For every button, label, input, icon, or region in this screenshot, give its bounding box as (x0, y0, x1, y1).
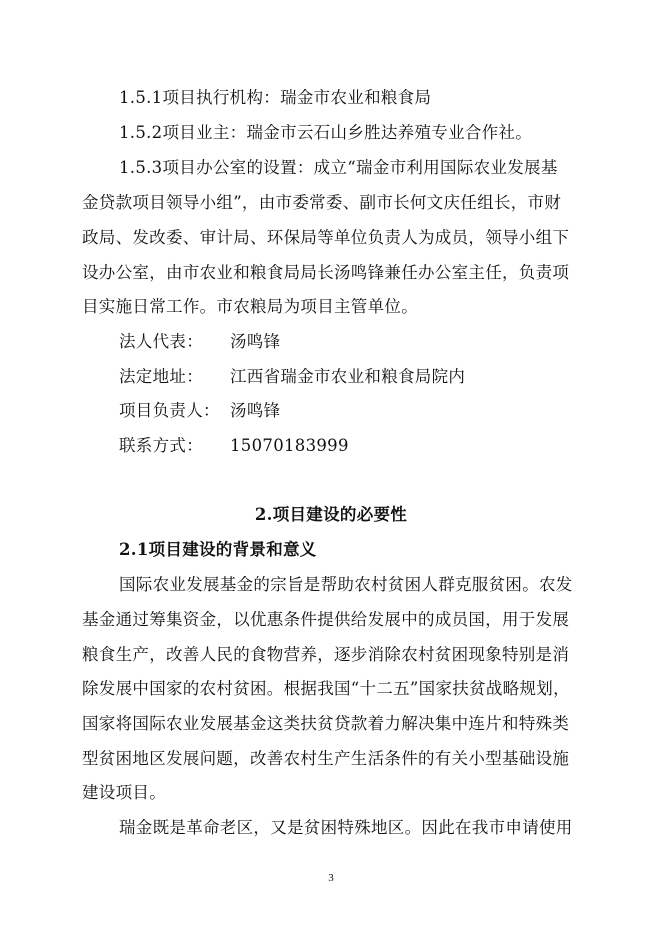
background-paragraph-line: 国际农业发展基金的宗旨是帮助农村贫困人群克服贫困。农发 (119, 575, 573, 594)
background-paragraph-line: 建设项目。 (82, 783, 166, 802)
subsection-title: 2.1项目建设的背景和意义 (119, 540, 317, 559)
contact-label: 项目负责人： (119, 401, 220, 420)
contact-row-phone (0, 429, 662, 464)
contact-value: 江西省瑞金市农业和粮食局院内 (230, 367, 466, 386)
contact-row-project-lead (0, 394, 662, 429)
contact-value: 15070183999 (230, 436, 349, 455)
background-paragraph-line: 国家将国际农业发展基金这类扶贫贷款着力解决集中连片和特殊类 (82, 714, 570, 733)
contact-value: 汤鸣锋 (230, 401, 281, 420)
contact-value: 汤鸣锋 (230, 332, 281, 351)
office-paragraph-line: 1.5.3项目办公室的设置：成立“瑞金市利用国际农业发展基 (119, 158, 558, 177)
page-number: 3 (328, 872, 334, 884)
office-paragraph-line: 设办公室，由市农业和粮食局局长汤鸣锋兼任办公室主任，负责项 (82, 263, 570, 282)
background-paragraph-line: 除发展中国家的农村贫困。根据我国“十二五”国家扶贫战略规划， (82, 679, 570, 698)
background-paragraph-line: 基金通过筹集资金，以优惠条件提供给发展中的成员国，用于发展 (82, 610, 570, 629)
office-paragraph-line: 金贷款项目领导小组”，由市委常委、副市长何文庆任组长，市财 (82, 193, 562, 212)
contact-label: 联系方式： (119, 436, 203, 455)
background-paragraph-line: 粮食生产，改善人民的食物营养，逐步消除农村贫困现象特别是消 (82, 645, 570, 664)
item-project-owner: 1.5.2项目业主：瑞金市云石山乡胜达养殖专业合作社。 (119, 123, 533, 142)
ruijin-paragraph-line: 瑞金既是革命老区，又是贫困特殊地区。因此在我市申请使用 (119, 818, 573, 837)
background-paragraph-line: 型贫困地区发展问题，改善农村生产生活条件的有关小型基础设施 (82, 749, 570, 768)
contact-label: 法人代表： (119, 332, 203, 351)
contact-row-address (0, 360, 662, 395)
contact-row-legal-rep (0, 325, 662, 360)
office-paragraph-line: 政局、发改委、审计局、环保局等单位负责人为成员，领导小组下 (82, 228, 570, 247)
item-executing-agency: 1.5.1项目执行机构：瑞金市农业和粮食局 (119, 88, 432, 107)
office-paragraph-line: 目实施日常工作。市农粮局为项目主管单位。 (82, 297, 418, 316)
contact-label: 法定地址： (119, 367, 203, 386)
section-title: 2.项目建设的必要性 (254, 505, 408, 524)
